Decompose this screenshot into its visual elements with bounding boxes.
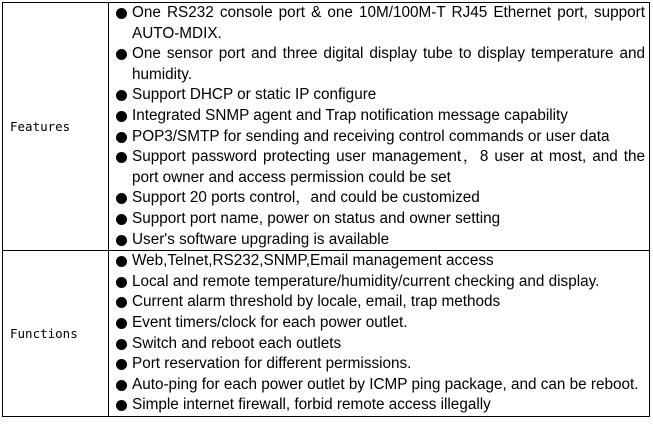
functions-label: Functions [3,251,109,417]
list-item-text: POP3/SMTP for sending and receiving control commands or user data [132,127,610,145]
list-item [113,251,645,272]
list-item [113,85,645,106]
bullet-icon [116,256,127,267]
list-item [113,127,645,148]
bullet-icon [116,214,127,225]
list-item [113,106,645,127]
list-item-text: Support DHCP or static IP configure [132,86,377,104]
bullet-icon [116,339,127,350]
list-item [113,3,645,44]
list-item-text: Current alarm threshold by locale, email, trap methods [132,293,501,311]
functions-row [3,251,650,417]
list-item [113,147,645,188]
list-item-text: Simple internet firewall, forbid remote access illegally [132,396,491,414]
features-label: Features [3,3,109,251]
list-item-text: Support 20 ports control，and could be customized [132,189,480,207]
list-item-text: Switch and reboot each outlets [132,334,342,352]
list-item [113,230,645,251]
functions-list-cell [109,251,650,417]
list-item [113,209,645,230]
bullet-icon [116,193,127,204]
bullet-icon [116,318,127,329]
list-item-text: Support port name, power on status and owner setting [132,209,501,227]
list-item [113,44,645,85]
list-item [113,395,645,416]
bullet-icon [116,132,127,143]
bullet-icon [116,111,127,122]
bullet-icon [116,277,127,288]
list-item [113,292,645,313]
spec-table [2,2,650,417]
list-item-text: User's software upgrading is available [132,230,390,248]
list-item-text: Auto-ping for each power outlet by ICMP ping package, and can be reboot. [132,375,639,393]
functions-list [113,251,645,416]
list-item-text: Integrated SNMP agent and Trap notification message capability [132,106,568,124]
list-item [113,272,645,293]
list-item [113,334,645,355]
features-list-cell [109,3,650,251]
list-item-text: Local and remote temperature/humidity/current checking and display. [132,272,600,290]
bullet-icon [116,235,127,246]
list-item [113,313,645,334]
bullet-icon [116,400,127,411]
list-item-text: One sensor port and three digital display tube to display temperature and humidity. [132,45,645,83]
bullet-icon [116,359,127,370]
features-list [113,3,645,250]
bullet-icon [116,297,127,308]
features-row [3,3,650,251]
list-item [113,375,645,396]
bullet-icon [116,49,127,60]
list-item-text: One RS232 console port & one 10M/100M-T RJ45 Ethernet port, support AUTO-MDIX. [132,4,645,42]
bullet-icon [116,8,127,19]
list-item [113,188,645,209]
bullet-icon [116,380,127,391]
list-item-text: Web,Telnet,RS232,SNMP,Email management access [132,252,494,270]
list-item-text: Support password protecting user management，8 user at most, and the port owner and access permission could be set [132,148,645,186]
bullet-icon [116,152,127,163]
list-item-text: Event timers/clock for each power outlet. [132,313,408,331]
list-item [113,354,645,375]
bullet-icon [116,90,127,101]
list-item-text: Port reservation for different permissions. [132,355,412,373]
